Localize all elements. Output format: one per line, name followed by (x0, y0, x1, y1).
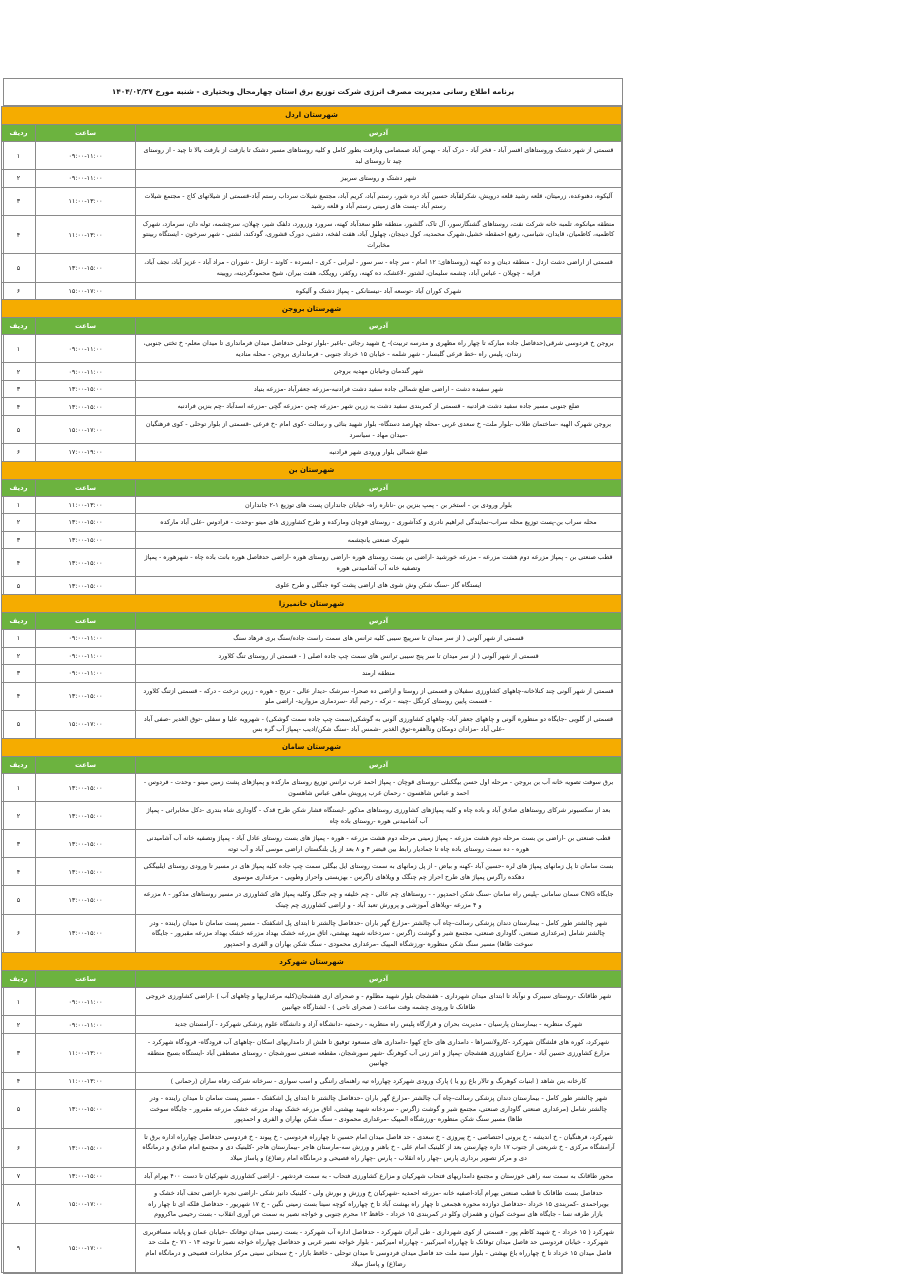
table-row (1, 254, 621, 282)
column-header-row-number: ردیف (1, 479, 35, 496)
table-row (1, 914, 621, 953)
cell-row-number: ۱ (1, 988, 35, 1016)
cell-time: ۱۵:۰۰-۱۷:۰۰ (36, 415, 136, 443)
cell-address: قسمتی از اراضی دشت اردل - منطقه دینان و ده کهنه (روستاهای: ۱۲ امام - سر چاه - سر سور - لیرابی - کری - ابسرده - کاوند - ارغل - شوران - مراد آباد - عزیز آباد، نجف آباد، قرابه - چوپلان - عباس آباد، چشمه سلیمان، لشتور -لاغشک، ده کهنه، روکفر، رویگک، هفت بیران، شیخ محمودگردینه، رویینه (136, 254, 622, 282)
column-header-row-number: ردیف (1, 756, 35, 773)
county-header-row (1, 300, 621, 318)
column-header-row-number: ردیف (1, 318, 35, 335)
cell-address: بروجن شهرک الهیه -ساختمان طلاب -بلوار ملت- خ سعدی غربی -محله چهارصد دستگاه- بلوار شهید بنائی و رسالت -کوی امام -خ فرعی -قسمتی از بلوار توحلی - کوی فرهنگیان -میدان مهاد - سیاسرد (136, 415, 622, 443)
column-header-address: آدرس (136, 124, 622, 141)
cell-time: ۰۹:۰۰-۱۱:۰۰ (36, 335, 136, 363)
table-row (1, 549, 621, 577)
cell-row-number: ۶ (1, 1128, 35, 1167)
cell-time: ۱۱:۰۰-۱۳:۰۰ (36, 1072, 136, 1090)
cell-row-number: ۲ (1, 802, 35, 830)
table-row (1, 496, 621, 514)
table-row (1, 1016, 621, 1034)
cell-address: بست سامان تا پل زمانهای پمپاژ های لره -حسین آباد -کهنه و بیاض - از پل زمانهای به سمت روستای ایل بیگلی سمت چپ جاده کلیه پمپاژ های در مسیر تا ورودی روستای ایلبیگکی دهکده راگرس پمپاژ های طرح احراز چم چنگک و ویلاهای زاگرس - بهزیستی واحراز وطویی - مرغداری موسوی (136, 858, 622, 886)
cell-address: شهرکرد ( ۱۵ خرداد - خ شهید کاظم پور - قسمتی از کوی شهرداری - طی آبران شهرکرد - حدفاصل اداره آب شهرکرد - بست زمینی میدان توفانک -خیابان عمان و پایانه مسافربری شهرکرد - خیابان فردوسی حد فاصل میدان توفانک تا چهارراه امیرکبیر - چهارراه امیرکبیر - بلوار خواجه نصیر غربی و حدفاصل چهارراه خواجه نصیر تا توجه ۱۴ - ۷۱ -خ ملت حد فاصل میدان ۱۵ خرداد تا خ چهارراه باغ بهشتی - بلوار سید ملت حد فاصل میدان فردوسی تا میدان توحلی - خافظ بازار - خ سبحانی سینی مرکز مخابرات فصیحی و درمانگاه امام رضا(ع) و پاساژ میلاد (136, 1223, 622, 1272)
outage-schedule-sheet (3, 78, 623, 1274)
table-row (1, 1185, 621, 1224)
column-header-row (1, 124, 621, 141)
cell-time: ۱۳:۰۰-۱۵:۰۰ (36, 830, 136, 858)
cell-address: منطقه میانکوه، تلمبه خانه شرکت نفت، روستاهای گشنگارسور، آل تاک، گلشور، منطقه طلو سعدآباد کهنه، سرورد وزرورد، دلفک شیر، چهلان، سرچشمه، توله دان، سرمازد، شهرک کاظمیه، کاظمیان، قایدان، شیاسی، رفیع احمقطه خشیل،شهرک محمدیه، کول دینجان، چهلول آباد، هفت لفخه، دشتی، دورک قشوری، گودکند، لشتی - شهر سرخون - ایستگاه ربینتو مخابرات (136, 215, 622, 254)
cell-row-number: ۳ (1, 187, 35, 215)
cell-time: ۱۵:۰۰-۱۷:۰۰ (36, 1223, 136, 1272)
cell-row-number: ۲ (1, 170, 35, 188)
cell-time: ۱۳:۰۰-۱۵:۰۰ (36, 514, 136, 532)
cell-row-number: ۵ (1, 1090, 35, 1129)
column-header-time: ساعت (36, 479, 136, 496)
cell-address: شهر چالشتر طور کامل - بیمارستان دندان پزشکی رسالت-چاه آب چالشتر -مزارع گهر باران -حدفاصل چالشتر تا ابتدای پل اشکفتک - مسیر پست سامان تا میدان راینده - ودر چالشتر شامل (مرغداری صنعتی، گاوداری صنعتی، مجتمع شیر و گوشت زاگرس - سردخانه شهید بهشتی، اتاق مزرعه خشک بهداد مزرعه خشک بهداد مزرعه مقبرور - جایگاه سوخت طاها) مسیر سنگ شکن منظوره -ورزشگاه المپیک -مرغداری محمودی - سنگ شکن بهاران و الفری و احمدپور (136, 914, 622, 953)
cell-row-number: ۵ (1, 710, 35, 738)
county-header-row (1, 738, 621, 756)
cell-row-number: ۵ (1, 886, 35, 914)
cell-time: ۱۳:۰۰-۱۵:۰۰ (36, 577, 136, 595)
column-header-address: آدرس (136, 613, 622, 630)
cell-address: شهرک منظریه - بیمارستان پارسیان - مدیریت بحران و فرازگاه پلیس راه منظریه - رحمتیه -دانشگاه آزاد و دانشگاه علوم پزشکی شهرکرد - آرامستان جدید (136, 1016, 622, 1034)
table-row (1, 141, 621, 169)
table-row (1, 858, 621, 886)
table-row (1, 682, 621, 710)
table-row (1, 1072, 621, 1090)
cell-address: بلوار ورودی بن - استخر بن - پمپ بنزین بن -ناناره راه- خیابان جانداران پست های توزیع ۱-۲ جانداران (136, 496, 622, 514)
table-row (1, 1033, 621, 1072)
cell-address: شهر چالشتر طور کامل - بیمارستان دندان پزشکی رسالت-چاه آب چالشتر -مزارع گهر باران -حدفاصل چالشتر تا ابتدای پل اشکفتک - مسیر پست سامان تا میدان راینده - ودر چالشتر شامل (مرغداری صنعتی گاوداری صنعتی، مجتمع شیر و گوشت زاگرس - سردخانه شهید بهشتی، اتاق مزرعه خشک بهداد مزرعه خشک مزرعه مقبرور - جایگاه سوخت طاها) مسیر سنگ شکن منظوره -ورزشگاه المپیک -مرغداری محمودی - سنگ شکن بهاران و الفری و احمدپور (136, 1090, 622, 1129)
cell-address: قسمتی از گلویی -جایگاه دو منظوره آلونی و چاههای جعفر آباد- چاههای کشاورزی آلونی به گوشکی(سمت چپ جاده سمت گوشکی) - شهرویه علیا و سفلی -توق الغدیر -صفی آباد -علی آباد -مزادان دومکان وناآهفره-توق الغدیر -شمس آباد -سنگ شکن/ادیب -پمپاژ آب گره بس (136, 710, 622, 738)
cell-row-number: ۱ (1, 630, 35, 648)
cell-row-number: ۶ (1, 282, 35, 300)
cell-address: برق سوفت تصویه خانه آب بن بروجن - مرحله اول حسن بیگکنلی -روستای قوچان - پمپاژ احمد عرب ترانس توزیع روستای مارکده و پمپاژهای پشت زمین مینو - وحدت - فردوس - احمد و عباس شاهسون - رحمان غرب پرویش ماهی عباس شاهسون (136, 773, 622, 801)
cell-row-number: ۲ (1, 363, 35, 381)
table-row (1, 380, 621, 398)
column-header-address: آدرس (136, 756, 622, 773)
cell-address: بعد از سکسیونر شرکای روستاهای صادق آباد و باده چاه و کلیه پمپاژهای کشاورزی روستاهای مذکور -ایستگاه فشار شکن طرح قدک - گاوداری شاه بندری -دکل مخابراتی - پمپاژ آب آشامیدنی هوره -روستای باده چاه (136, 802, 622, 830)
cell-time: ۱۳:۰۰-۱۵:۰۰ (36, 886, 136, 914)
cell-row-number: ۳ (1, 830, 35, 858)
cell-row-number: ۲ (1, 514, 35, 532)
cell-row-number: ۴ (1, 682, 35, 710)
cell-row-number: ۵ (1, 415, 35, 443)
county-header-row (1, 595, 621, 613)
cell-address: منطقه ارمند (136, 665, 622, 683)
cell-address: ایستگاه گاز -سنگ شکن وش شوی های اراضی پشت کوه جنگلی و طرح علوی (136, 577, 622, 595)
column-header-address: آدرس (136, 479, 622, 496)
cell-time: ۱۵:۰۰-۱۷:۰۰ (36, 710, 136, 738)
cell-time: ۱۳:۰۰-۱۵:۰۰ (36, 549, 136, 577)
cell-time: ۱۳:۰۰-۱۵:۰۰ (36, 380, 136, 398)
table-row (1, 830, 621, 858)
cell-address: آلیکوه، دهنوعده، زرمیتان، قلعه رشید قلعه درویش، شکرلفآباد حسین آباد دره شور، رستم آباد، کریم آباد، مجتمع شیلات سرداب رستم آباد-قسمتی از شیلاتهای کاج - مجتمع شیلات رستم آباد -پست های زمینی رستم آباد و قلعه رشید (136, 187, 622, 215)
column-header-row-number: ردیف (1, 613, 35, 630)
cell-row-number: ۳ (1, 531, 35, 549)
table-row (1, 363, 621, 381)
cell-address: محور طاقانک به سمت سه راهی خوزستان و مجتمع دامداریهای فتحاب شهرکیان و مزارع کشاورزی فتحاب - به سمت فردشهر - اراضی کشاورزی شهرکیان تا دست ۴۰۰ بهرام آباد (136, 1167, 622, 1185)
cell-time: ۱۳:۰۰-۱۵:۰۰ (36, 1167, 136, 1185)
table-row (1, 665, 621, 683)
county-header-row (1, 106, 621, 124)
county-name: شهرستان بن (1, 461, 621, 479)
cell-row-number: ۵ (1, 254, 35, 282)
cell-address: محله سراب بن-پست توزیع محله سراب-نمایندگی ابراهیم نادری و کدآشوری - روستای قوچان ومارکده و طرح کشاورزی های مینو -وحدت - فرادوس -علی آباد مارکده (136, 514, 622, 532)
column-header-row (1, 318, 621, 335)
table-row (1, 170, 621, 188)
cell-address: شهر دشتک و روستای سربیز (136, 170, 622, 188)
table-row (1, 1223, 621, 1272)
cell-time: ۱۱:۰۰-۱۳:۰۰ (36, 496, 136, 514)
cell-time: ۱۳:۰۰-۱۵:۰۰ (36, 254, 136, 282)
cell-row-number: ۷ (1, 1167, 35, 1185)
cell-row-number: ۴ (1, 215, 35, 254)
cell-time: ۱۳:۰۰-۱۵:۰۰ (36, 531, 136, 549)
cell-time: ۱۳:۰۰-۱۵:۰۰ (36, 682, 136, 710)
table-row (1, 415, 621, 443)
cell-address: حدفاصل بست طاقانک تا قطب صنعتی بهرام آباد-اصفیه خانه -مزرعه احمدیه -شهرکیان خ ورزش و بورش ولی - کلینیک دانیز شکی -اراضی نجره -اراضی تحف آباد خشک و بویراحمدی -کمربندی ۱۵ خرداد -حدفاصل دوازده محوره هجمعی تا چهار راه بهشت آباد تا خ چهارراه کوچه سینا بست زمینی نگین - خ ۱۷ شهریور - حدفاصل فلکه ای تا چهار راه بازار طرفه نسا - جایگاه های سوخت کیوان و هفمزان وکلو در کمربندی ۱۵ خرداد - خافظ ۱۲ محرم جنوبی و خواجه نصیر به سمت ص آوری انقلاب - بست رحیمی ماکرووم (136, 1185, 622, 1224)
cell-row-number: ۳ (1, 1033, 35, 1072)
cell-row-number: ۴ (1, 858, 35, 886)
cell-time: ۱۱:۰۰-۱۳:۰۰ (36, 187, 136, 215)
cell-row-number: ۴ (1, 398, 35, 416)
cell-row-number: ۴ (1, 549, 35, 577)
cell-row-number: ۱ (1, 335, 35, 363)
column-header-row-number: ردیف (1, 971, 35, 988)
table-row (1, 577, 621, 595)
column-header-time: ساعت (36, 124, 136, 141)
column-header-address: آدرس (136, 971, 622, 988)
cell-row-number: ۳ (1, 665, 35, 683)
cell-time: ۰۹:۰۰-۱۱:۰۰ (36, 647, 136, 665)
table-row (1, 647, 621, 665)
cell-address: قسمتی از شهر آلونی ( از سر میدان تا سر پنج سیبی ترانس های سمت چپ جاده اصلی ( - قسمتی از روستای تنگ کلاورد (136, 647, 622, 665)
cell-row-number: ۲ (1, 647, 35, 665)
table-row (1, 398, 621, 416)
cell-time: ۱۳:۰۰-۱۵:۰۰ (36, 802, 136, 830)
cell-address: قطب صنعتی بن -اراضی بن بست مرحله دوم هشت مزرعه - پمپاژ زمینی مرحله دوم هشت مزرعه - هوره - پمپاژ های بست روستای عادل آباد - پمپاژ وتصفیه خانه آب آشامیدنی هوره - ده سمت روستای باده چاه تا جمادیار رابط بین قبضر ۴ و ۸ بعد از پل بلنگستان اراضی موسی آباد و آب توته (136, 830, 622, 858)
column-header-row (1, 971, 621, 988)
table-row (1, 1128, 621, 1167)
table-body (1, 106, 621, 1272)
county-name: شهرستان شهرکرد (1, 953, 621, 971)
table-row (1, 514, 621, 532)
cell-address: شهر طاقانک -روستای سیبرک و نوآباد تا ابتدای میدان شهرداری - هفشجان بلوار شهید مظلوم - و صحرای اری هفشجان(کلیه مرغداریها و چاههای آب ) -اراضی کشاورزی خروجی طاقانک تا ورودی چشمه وفت ساعت ( صحرای ناحی ) - لشتارگاه جهانبین (136, 988, 622, 1016)
table-row (1, 773, 621, 801)
sheet-bottom-border (4, 1273, 622, 1274)
cell-time: ۱۵:۰۰-۱۷:۰۰ (36, 1185, 136, 1224)
cell-address: بروجن خ فردوسی شرقی(حدفاصل جاده مبارکه تا چهار راه مظهری و مدرسه تربیت)- خ شهید رجائی -باغبر -بلوار توحلی حدفاصل میدان فرمانداری تا میدان معلم- خ تختی جنوبی، زندان، پلیس راه -خط فرعی گلبسار - شهر شلمه - خیابان ۱۵ خرداد جنوبی - فرمانداری بروجن - محله منادیه (136, 335, 622, 363)
county-name: شهرستان اردل (1, 106, 621, 124)
cell-time: ۱۷:۰۰-۱۹:۰۰ (36, 444, 136, 462)
cell-address: جایگاه CNG سمان سامانی -پلیس راه سامان -سنگ شکن احمدپور - - روستاهای چم عالی - چم خلیفه و چم جنگل وکلیه پمپاژ های کشاورزی در مسیر روستاهای مذکور - ۸ مزرعه و ۴ مزرعه -ویلاهای آموزشی و پرورش تعبد آباد - و اراضی کشاورزی چم چینک (136, 886, 622, 914)
cell-row-number: ۵ (1, 577, 35, 595)
cell-time: ۱۳:۰۰-۱۵:۰۰ (36, 1090, 136, 1129)
outage-schedule-table (1, 106, 622, 1273)
cell-row-number: ۸ (1, 1185, 35, 1224)
table-row (1, 1090, 621, 1129)
table-row (1, 215, 621, 254)
county-header-row (1, 953, 621, 971)
cell-address: ضلع جنوبی مسیر جاده سفید دشت فرادنبه - قسمتی از کمربندی سفید دشت به زرین شهر -مزرعه چمن -مزرعه گچی -مزرعه اسدآباد -چم بنزین فرادنبه (136, 398, 622, 416)
column-header-time: ساعت (36, 318, 136, 335)
county-name: شهرستان خانمیرزا (1, 595, 621, 613)
cell-address: قسمتی از شهر آلونی چند کنلاخانه-چاههای کشاورزی سفیلان و قسمتی از روستا و اراضی ده صحرا- سرشک -دیدار عالی - ترنج - هوره - زرین درخت - درکه - قسمتی ازتنگ کلاورد - قسمت پایین روستای کرتگل -چینه - ترکه - رحیم آباد -سردماری مزوارید- اراضی ملو (136, 682, 622, 710)
table-row (1, 630, 621, 648)
table-row (1, 710, 621, 738)
column-header-row (1, 756, 621, 773)
cell-row-number: ۶ (1, 914, 35, 953)
cell-time: ۰۹:۰۰-۱۱:۰۰ (36, 988, 136, 1016)
column-header-time: ساعت (36, 971, 136, 988)
column-header-address: آدرس (136, 318, 622, 335)
cell-time: ۱۳:۰۰-۱۵:۰۰ (36, 914, 136, 953)
cell-time: ۱۳:۰۰-۱۵:۰۰ (36, 773, 136, 801)
cell-row-number: ۱ (1, 496, 35, 514)
cell-address: شهر سفیده دشت - اراضی ضلع شمالی جاده سفید دشت فرادنبه-مزرعه جعفرآباد -مزرعه بنیاد (136, 380, 622, 398)
cell-address: شهرکرد، کوره های فلشگان شهرکرد -کارولانسراها - دامداری های حاج کهوا -دامداری های مسعود توفیق تا فلش از دامداریهای اسکان -چاههای آب فرودگاه- فرودگاه شهرکرد - مزارع کشاورزی حسین آباد - مزارع کشاورزی هفشجان -پمپاژ و انتر زنی آب کوهرنگ -شهر سورشجان، مقطعه صنعتی سورشجان - روستای مصطفی آباد -ایستگاه بسیج منطقه جهانبین (136, 1033, 622, 1072)
column-header-time: ساعت (36, 756, 136, 773)
cell-row-number: ۳ (1, 380, 35, 398)
cell-address: قطب صنعتی بن - پمپاژ مزرعه دوم هشت مزرعه - مزرعه خورشید -اراضی بن بست روستای هوره -اراضی روستای هوره -اراضی حدفاصل هوره بانت باده چاه - شهرهوره - پمپاژ وتصفیه خانه آب آشامیدنی هوره (136, 549, 622, 577)
table-row (1, 531, 621, 549)
cell-time: ۱۳:۰۰-۱۵:۰۰ (36, 1128, 136, 1167)
cell-time: ۰۹:۰۰-۱۱:۰۰ (36, 665, 136, 683)
cell-time: ۰۹:۰۰-۱۱:۰۰ (36, 170, 136, 188)
cell-address: قسمتی از شهر دشتک وروستاهای افسر آباد - فخر آباد - درک آباد - بهمن آباد صمصامی وبازفت بطور کامل و کلیه روستاهای مسیر دشتک تا بازفت از بازفت بالا تا چید - از روستای چید تا روستای لبد (136, 141, 622, 169)
cell-time: ۰۹:۰۰-۱۱:۰۰ (36, 363, 136, 381)
table-row (1, 335, 621, 363)
table-row (1, 886, 621, 914)
county-name: شهرستان سامان (1, 738, 621, 756)
table-row (1, 802, 621, 830)
cell-time: ۱۵:۰۰-۱۷:۰۰ (36, 282, 136, 300)
county-name: شهرستان بروجن (1, 300, 621, 318)
cell-row-number: ۶ (1, 444, 35, 462)
cell-row-number: ۲ (1, 1016, 35, 1034)
table-row (1, 444, 621, 462)
table-row (1, 282, 621, 300)
cell-time: ۰۹:۰۰-۱۱:۰۰ (36, 1016, 136, 1034)
cell-time: ۱۳:۰۰-۱۵:۰۰ (36, 858, 136, 886)
cell-address: شهرک کوران آباد -توسعه آباد -نیستانکی - پمپاژ دشتک و آلیکوه (136, 282, 622, 300)
column-header-row (1, 479, 621, 496)
cell-time: ۰۹:۰۰-۱۱:۰۰ (36, 630, 136, 648)
document-title: برنامه اطلاع رسانی مدیریت مصرف انرژی شرکت توزیع برق استان چهارمحال وبختیاری - شنبه مورخ ۱۴۰۴/۰۲/۲۷ (4, 79, 622, 106)
cell-address: شهرکرد، فرهنگیان - خ اندیشه - خ یرونی احتصاصی - خ پیروزی - خ سعدی - حد فاصل میدان امام حسین تا چهارراه فردوسی - خ پیوند - خ فردوسی حدفاصل چهارراه اداره برق تا آرامشگاه مرکزی - خ شریعتی از جنوب ۱۷ داره چهارستن بعد از کلینیک امام علی - خ باهنر و ورزش سه-مارستان هاجر -بیمارستان هاجر -کلینیک دی و مجتمع امام صادق و درمانگاه دی و مرکز تصویر برداری پارس -چهار راه انقلاب - پارس -چهار راه فصیحی و درمانگاه امام رضا(ع) و پاساژ میلاد (136, 1128, 622, 1167)
table-row (1, 988, 621, 1016)
column-header-time: ساعت (36, 613, 136, 630)
cell-row-number: ۴ (1, 1072, 35, 1090)
cell-row-number: ۱ (1, 141, 35, 169)
cell-address: قسمتی از شهر آلونی ( از سر میدان تا سرپیچ سیبی کلیه ترانس های سمت راست جاده/سنگ بری فرهاد سنگ (136, 630, 622, 648)
cell-time: ۰۹:۰۰-۱۱:۰۰ (36, 141, 136, 169)
cell-address: کارخانه بتن شاهد ( ابنیات کوهرنگ و تالار باغ رو یا ) پارک ورودی شهرکرد چهارراه تیه راهنمای راننگی و اسب سواری - سرخانه شرکت رفاه ساران (رحمانی ) (136, 1072, 622, 1090)
cell-address: شهر گندمان وخیابان مهدیه بروجن (136, 363, 622, 381)
column-header-row-number: ردیف (1, 124, 35, 141)
column-header-row (1, 613, 621, 630)
cell-address: شهرک صنعتی یانچشمه (136, 531, 622, 549)
cell-time: ۱۱:۰۰-۱۳:۰۰ (36, 215, 136, 254)
table-row (1, 187, 621, 215)
cell-time: ۱۱:۰۰-۱۳:۰۰ (36, 1033, 136, 1072)
county-header-row (1, 461, 621, 479)
table-row (1, 1167, 621, 1185)
cell-address: ضلع شمالی بلوار ورودی شهر فرادنبه (136, 444, 622, 462)
cell-time: ۱۳:۰۰-۱۵:۰۰ (36, 398, 136, 416)
cell-row-number: ۱ (1, 773, 35, 801)
cell-row-number: ۹ (1, 1223, 35, 1272)
